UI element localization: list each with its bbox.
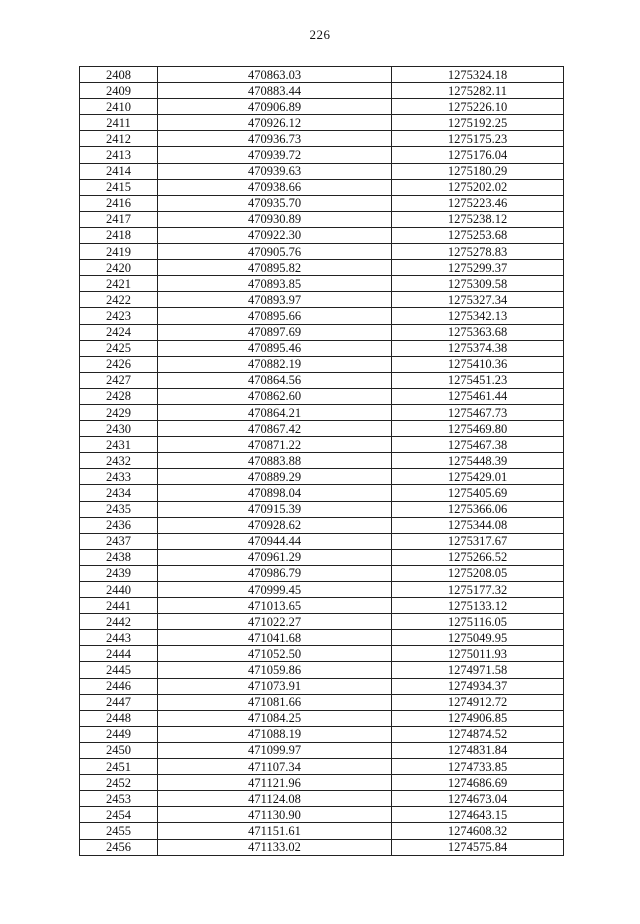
y-coordinate-cell: 1275266.52 <box>392 549 564 565</box>
y-coordinate-cell: 1275405.69 <box>392 485 564 501</box>
x-coordinate-cell: 471081.66 <box>158 694 392 710</box>
x-coordinate-cell: 470961.29 <box>158 549 392 565</box>
x-coordinate-cell: 470944.44 <box>158 533 392 549</box>
y-coordinate-cell: 1275278.83 <box>392 244 564 260</box>
x-coordinate-cell: 470905.76 <box>158 244 392 260</box>
table-row <box>80 99 564 115</box>
y-coordinate-cell: 1275253.68 <box>392 227 564 243</box>
point-id-cell: 2412 <box>80 131 158 147</box>
x-coordinate-cell: 470895.46 <box>158 340 392 356</box>
point-id-cell: 2430 <box>80 421 158 437</box>
x-coordinate-cell: 470863.03 <box>158 67 392 83</box>
x-coordinate-cell: 470939.72 <box>158 147 392 163</box>
page-number: 226 <box>309 27 331 42</box>
point-id-cell: 2423 <box>80 308 158 324</box>
table-row <box>80 710 564 726</box>
point-id-cell: 2452 <box>80 775 158 791</box>
y-coordinate-cell: 1275133.12 <box>392 598 564 614</box>
x-coordinate-cell: 470939.63 <box>158 163 392 179</box>
table-row <box>80 324 564 340</box>
point-id-cell: 2439 <box>80 565 158 581</box>
y-coordinate-cell: 1275049.95 <box>392 630 564 646</box>
point-id-cell: 2432 <box>80 453 158 469</box>
point-id-cell: 2434 <box>80 485 158 501</box>
y-coordinate-cell: 1274831.84 <box>392 742 564 758</box>
table-row <box>80 421 564 437</box>
y-coordinate-cell: 1275223.46 <box>392 195 564 211</box>
table-row <box>80 356 564 372</box>
x-coordinate-cell: 470871.22 <box>158 437 392 453</box>
x-coordinate-cell: 470930.89 <box>158 211 392 227</box>
table-row <box>80 501 564 517</box>
y-coordinate-cell: 1275176.04 <box>392 147 564 163</box>
y-coordinate-cell: 1274912.72 <box>392 694 564 710</box>
table-row <box>80 292 564 308</box>
table-row <box>80 131 564 147</box>
point-id-cell: 2433 <box>80 469 158 485</box>
point-id-cell: 2437 <box>80 533 158 549</box>
x-coordinate-cell: 470893.97 <box>158 292 392 308</box>
table-row <box>80 517 564 533</box>
y-coordinate-cell: 1275327.34 <box>392 292 564 308</box>
point-id-cell: 2451 <box>80 759 158 775</box>
y-coordinate-cell: 1274575.84 <box>392 839 564 855</box>
y-coordinate-cell: 1275342.13 <box>392 308 564 324</box>
point-id-cell: 2414 <box>80 163 158 179</box>
y-coordinate-cell: 1275366.06 <box>392 501 564 517</box>
x-coordinate-cell: 470895.66 <box>158 308 392 324</box>
table-row <box>80 276 564 292</box>
y-coordinate-cell: 1274643.15 <box>392 807 564 823</box>
table-row <box>80 742 564 758</box>
table-row <box>80 469 564 485</box>
point-id-cell: 2445 <box>80 662 158 678</box>
table-row <box>80 694 564 710</box>
table-row <box>80 807 564 823</box>
point-id-cell: 2453 <box>80 791 158 807</box>
table-row <box>80 549 564 565</box>
y-coordinate-cell: 1275282.11 <box>392 83 564 99</box>
point-id-cell: 2422 <box>80 292 158 308</box>
x-coordinate-cell: 470893.85 <box>158 276 392 292</box>
point-id-cell: 2417 <box>80 211 158 227</box>
x-coordinate-cell: 470986.79 <box>158 565 392 581</box>
table-row <box>80 791 564 807</box>
y-coordinate-cell: 1275177.32 <box>392 582 564 598</box>
table-row <box>80 340 564 356</box>
y-coordinate-cell: 1274686.69 <box>392 775 564 791</box>
x-coordinate-cell: 470915.39 <box>158 501 392 517</box>
x-coordinate-cell: 470862.60 <box>158 388 392 404</box>
y-coordinate-cell: 1274874.52 <box>392 726 564 742</box>
x-coordinate-cell: 471059.86 <box>158 662 392 678</box>
y-coordinate-cell: 1275175.23 <box>392 131 564 147</box>
x-coordinate-cell: 471121.96 <box>158 775 392 791</box>
x-coordinate-cell: 471088.19 <box>158 726 392 742</box>
table-row <box>80 404 564 420</box>
x-coordinate-cell: 471133.02 <box>158 839 392 855</box>
x-coordinate-cell: 471130.90 <box>158 807 392 823</box>
x-coordinate-cell: 471013.65 <box>158 598 392 614</box>
point-id-cell: 2415 <box>80 179 158 195</box>
point-id-cell: 2421 <box>80 276 158 292</box>
x-coordinate-cell: 470897.69 <box>158 324 392 340</box>
point-id-cell: 2446 <box>80 678 158 694</box>
x-coordinate-cell: 470889.29 <box>158 469 392 485</box>
table-row <box>80 195 564 211</box>
table-row <box>80 437 564 453</box>
point-id-cell: 2448 <box>80 710 158 726</box>
table-row <box>80 485 564 501</box>
table-row <box>80 582 564 598</box>
x-coordinate-cell: 470883.44 <box>158 83 392 99</box>
table-row <box>80 614 564 630</box>
table-row <box>80 533 564 549</box>
y-coordinate-cell: 1275309.58 <box>392 276 564 292</box>
table-row <box>80 662 564 678</box>
table-row <box>80 83 564 99</box>
coordinate-table <box>79 66 564 856</box>
point-id-cell: 2428 <box>80 388 158 404</box>
point-id-cell: 2443 <box>80 630 158 646</box>
y-coordinate-cell: 1274906.85 <box>392 710 564 726</box>
point-id-cell: 2418 <box>80 227 158 243</box>
x-coordinate-cell: 470938.66 <box>158 179 392 195</box>
x-coordinate-cell: 471073.91 <box>158 678 392 694</box>
table-row <box>80 823 564 839</box>
table-row <box>80 646 564 662</box>
table-row <box>80 227 564 243</box>
point-id-cell: 2409 <box>80 83 158 99</box>
x-coordinate-cell: 470895.82 <box>158 260 392 276</box>
point-id-cell: 2456 <box>80 839 158 855</box>
y-coordinate-cell: 1275226.10 <box>392 99 564 115</box>
point-id-cell: 2413 <box>80 147 158 163</box>
table-row <box>80 147 564 163</box>
point-id-cell: 2435 <box>80 501 158 517</box>
table-row <box>80 179 564 195</box>
point-id-cell: 2426 <box>80 356 158 372</box>
point-id-cell: 2408 <box>80 67 158 83</box>
x-coordinate-cell: 471041.68 <box>158 630 392 646</box>
y-coordinate-cell: 1275363.68 <box>392 324 564 340</box>
y-coordinate-cell: 1275461.44 <box>392 388 564 404</box>
x-coordinate-cell: 470936.73 <box>158 131 392 147</box>
x-coordinate-cell: 471099.97 <box>158 742 392 758</box>
y-coordinate-cell: 1275238.12 <box>392 211 564 227</box>
point-id-cell: 2411 <box>80 115 158 131</box>
y-coordinate-cell: 1274971.58 <box>392 662 564 678</box>
x-coordinate-cell: 470926.12 <box>158 115 392 131</box>
y-coordinate-cell: 1275208.05 <box>392 565 564 581</box>
point-id-cell: 2450 <box>80 742 158 758</box>
y-coordinate-cell: 1275116.05 <box>392 614 564 630</box>
x-coordinate-cell: 471052.50 <box>158 646 392 662</box>
y-coordinate-cell: 1275192.25 <box>392 115 564 131</box>
y-coordinate-cell: 1275429.01 <box>392 469 564 485</box>
x-coordinate-cell: 470882.19 <box>158 356 392 372</box>
table-row <box>80 67 564 83</box>
point-id-cell: 2424 <box>80 324 158 340</box>
table-row <box>80 388 564 404</box>
table-row <box>80 775 564 791</box>
y-coordinate-cell: 1275317.67 <box>392 533 564 549</box>
y-coordinate-cell: 1275448.39 <box>392 453 564 469</box>
x-coordinate-cell: 470928.62 <box>158 517 392 533</box>
x-coordinate-cell: 470883.88 <box>158 453 392 469</box>
table-row <box>80 678 564 694</box>
table-row <box>80 565 564 581</box>
y-coordinate-cell: 1275469.80 <box>392 421 564 437</box>
point-id-cell: 2441 <box>80 598 158 614</box>
point-id-cell: 2454 <box>80 807 158 823</box>
x-coordinate-cell: 470922.30 <box>158 227 392 243</box>
x-coordinate-cell: 470864.56 <box>158 372 392 388</box>
table-row <box>80 163 564 179</box>
x-coordinate-cell: 470906.89 <box>158 99 392 115</box>
point-id-cell: 2447 <box>80 694 158 710</box>
y-coordinate-cell: 1275011.93 <box>392 646 564 662</box>
y-coordinate-cell: 1274934.37 <box>392 678 564 694</box>
point-id-cell: 2429 <box>80 404 158 420</box>
x-coordinate-cell: 471124.08 <box>158 791 392 807</box>
coordinate-table-body <box>80 67 564 856</box>
table-row <box>80 453 564 469</box>
point-id-cell: 2419 <box>80 244 158 260</box>
point-id-cell: 2425 <box>80 340 158 356</box>
table-row <box>80 726 564 742</box>
x-coordinate-cell: 470999.45 <box>158 582 392 598</box>
table-row <box>80 759 564 775</box>
point-id-cell: 2455 <box>80 823 158 839</box>
point-id-cell: 2420 <box>80 260 158 276</box>
x-coordinate-cell: 471107.34 <box>158 759 392 775</box>
y-coordinate-cell: 1274673.04 <box>392 791 564 807</box>
x-coordinate-cell: 471151.61 <box>158 823 392 839</box>
table-row <box>80 598 564 614</box>
point-id-cell: 2436 <box>80 517 158 533</box>
table-row <box>80 630 564 646</box>
x-coordinate-cell: 470864.21 <box>158 404 392 420</box>
y-coordinate-cell: 1275451.23 <box>392 372 564 388</box>
table-row <box>80 839 564 855</box>
point-id-cell: 2431 <box>80 437 158 453</box>
y-coordinate-cell: 1275202.02 <box>392 179 564 195</box>
x-coordinate-cell: 470898.04 <box>158 485 392 501</box>
point-id-cell: 2440 <box>80 582 158 598</box>
x-coordinate-cell: 471022.27 <box>158 614 392 630</box>
y-coordinate-cell: 1275374.38 <box>392 340 564 356</box>
table-row <box>80 372 564 388</box>
point-id-cell: 2410 <box>80 99 158 115</box>
y-coordinate-cell: 1275180.29 <box>392 163 564 179</box>
y-coordinate-cell: 1275467.73 <box>392 404 564 420</box>
y-coordinate-cell: 1274733.85 <box>392 759 564 775</box>
point-id-cell: 2427 <box>80 372 158 388</box>
point-id-cell: 2444 <box>80 646 158 662</box>
y-coordinate-cell: 1275410.36 <box>392 356 564 372</box>
y-coordinate-cell: 1274608.32 <box>392 823 564 839</box>
x-coordinate-cell: 470867.42 <box>158 421 392 437</box>
table-row <box>80 115 564 131</box>
table-row <box>80 308 564 324</box>
y-coordinate-cell: 1275324.18 <box>392 67 564 83</box>
x-coordinate-cell: 470935.70 <box>158 195 392 211</box>
point-id-cell: 2416 <box>80 195 158 211</box>
x-coordinate-cell: 471084.25 <box>158 710 392 726</box>
y-coordinate-cell: 1275344.08 <box>392 517 564 533</box>
point-id-cell: 2449 <box>80 726 158 742</box>
table-row <box>80 211 564 227</box>
table-row <box>80 260 564 276</box>
y-coordinate-cell: 1275299.37 <box>392 260 564 276</box>
point-id-cell: 2438 <box>80 549 158 565</box>
y-coordinate-cell: 1275467.38 <box>392 437 564 453</box>
point-id-cell: 2442 <box>80 614 158 630</box>
table-row <box>80 244 564 260</box>
